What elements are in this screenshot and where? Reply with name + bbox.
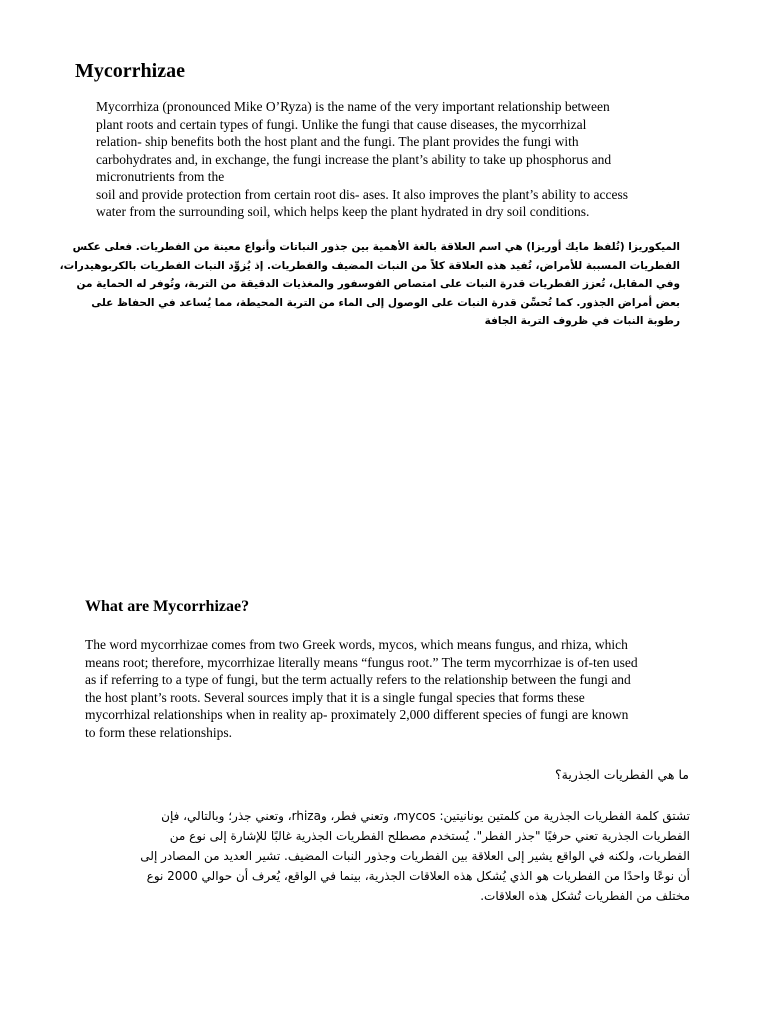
text-line: Mycorrhiza (pronounced Mike O’Ryza) is the name of the very important relationship between: [96, 99, 610, 114]
text-line: الفطريات الجذرية تعني حرفيًا "جذر الفطر". يُستخدم مصطلح الفطريات الجذرية غالبًا للإشارة إلى نوع من: [169, 829, 690, 843]
text-line: to form these relationships.: [85, 724, 232, 740]
text-line: mycorrhizal relationships when in reality ap- proximately 2,000 different species of fungi are known: [85, 707, 629, 722]
text-line: الميكوريزا (تُلفظ مايك أوريزا) هي اسم العلاقة بالغة الأهمية بين جذور النباتات وأنواع معينة من الفطريات. فعلى عكس: [72, 241, 680, 253]
text-line: The word mycorrhizae comes from two Greek words, mycos, which means fungus, and rhiza, which: [85, 637, 628, 652]
text-line: plant roots and certain types of fungi. Unlike the fungi that cause diseases, the mycorrhizal: [96, 116, 587, 132]
section-heading-ar: ما هي الفطريات الجذرية؟: [554, 767, 689, 782]
text-line: بعض أمراض الجذور. كما تُحسِّن قدرة النبات على الوصول إلى الماء من التربة المحيطة، مما يُساعد في الحفاظ على: [91, 296, 680, 309]
text-line: the host plant’s roots. Several sources imply that it is a single fungal species that forms these: [85, 689, 585, 705]
section-paragraph-en: [85, 636, 685, 741]
text-line: soil and provide protection from certain root dis- ases. It also improves the plant’s ability to access: [96, 186, 628, 202]
intro-paragraph-en: [96, 98, 686, 221]
text-line: أن نوعًا واحدًا من الفطريات هو الذي يُشكل هذه العلاقات الجذرية، بينما في الواقع، يُعرف أن حوالي 2000 نوع: [146, 869, 690, 883]
text-line: relation- ship benefits both the host plant and the fungi. The plant provides the fungi with: [96, 134, 579, 149]
section-paragraph-ar: [100, 806, 690, 906]
intro-paragraph-ar: [59, 238, 680, 331]
text-line: رطوبة النبات في ظروف التربة الجافة: [484, 315, 680, 327]
text-line: means root; therefore, mycorrhizae literally means “fungus root.” The term mycorrhizae is of-ten used: [85, 654, 638, 670]
section-heading-en: What are Mycorrhizae?: [85, 598, 250, 615]
text-line: تشتق كلمة الفطريات الجذرية من كلمتين يونانيتين: mycos، وتعني فطر، وrhiza، وتعني جذر؛ وبالتالي، فإن: [161, 809, 690, 823]
text-line: الفطريات، ولكنه في الواقع يشير إلى العلاقة بين الفطريات وجذور النبات المضيف. تشير العديد من المصادر إلى: [140, 849, 690, 863]
text-line: الفطريات المسببة للأمراض، تُفيد هذه العلاقة كلاً من النبات المضيف والفطريات. إذ يُزوِّد النبات الفطريات بالكربوهيدرات،: [59, 259, 680, 272]
text-line: مختلف من الفطريات تُشكل هذه العلاقات.: [480, 889, 690, 903]
text-line: وفي المقابل، تُعزز الفطريات قدرة النبات على امتصاص الفوسفور والمغذيات الدقيقة من التربة، وتُوفر له الحماية من: [76, 278, 680, 290]
text-line: as if referring to a type of fungi, but the term actually refers to the relationship between the fungi and: [85, 672, 631, 687]
text-line: carbohydrates and, in exchange, the fungi increase the plant’s ability to take up phosphorus and: [96, 151, 612, 167]
page-title: Mycorrhizae: [75, 60, 185, 82]
text-line: micronutrients from the: [96, 169, 225, 184]
text-line: water from the surrounding soil, which helps keep the plant hydrated in dry soil conditions.: [96, 204, 590, 219]
